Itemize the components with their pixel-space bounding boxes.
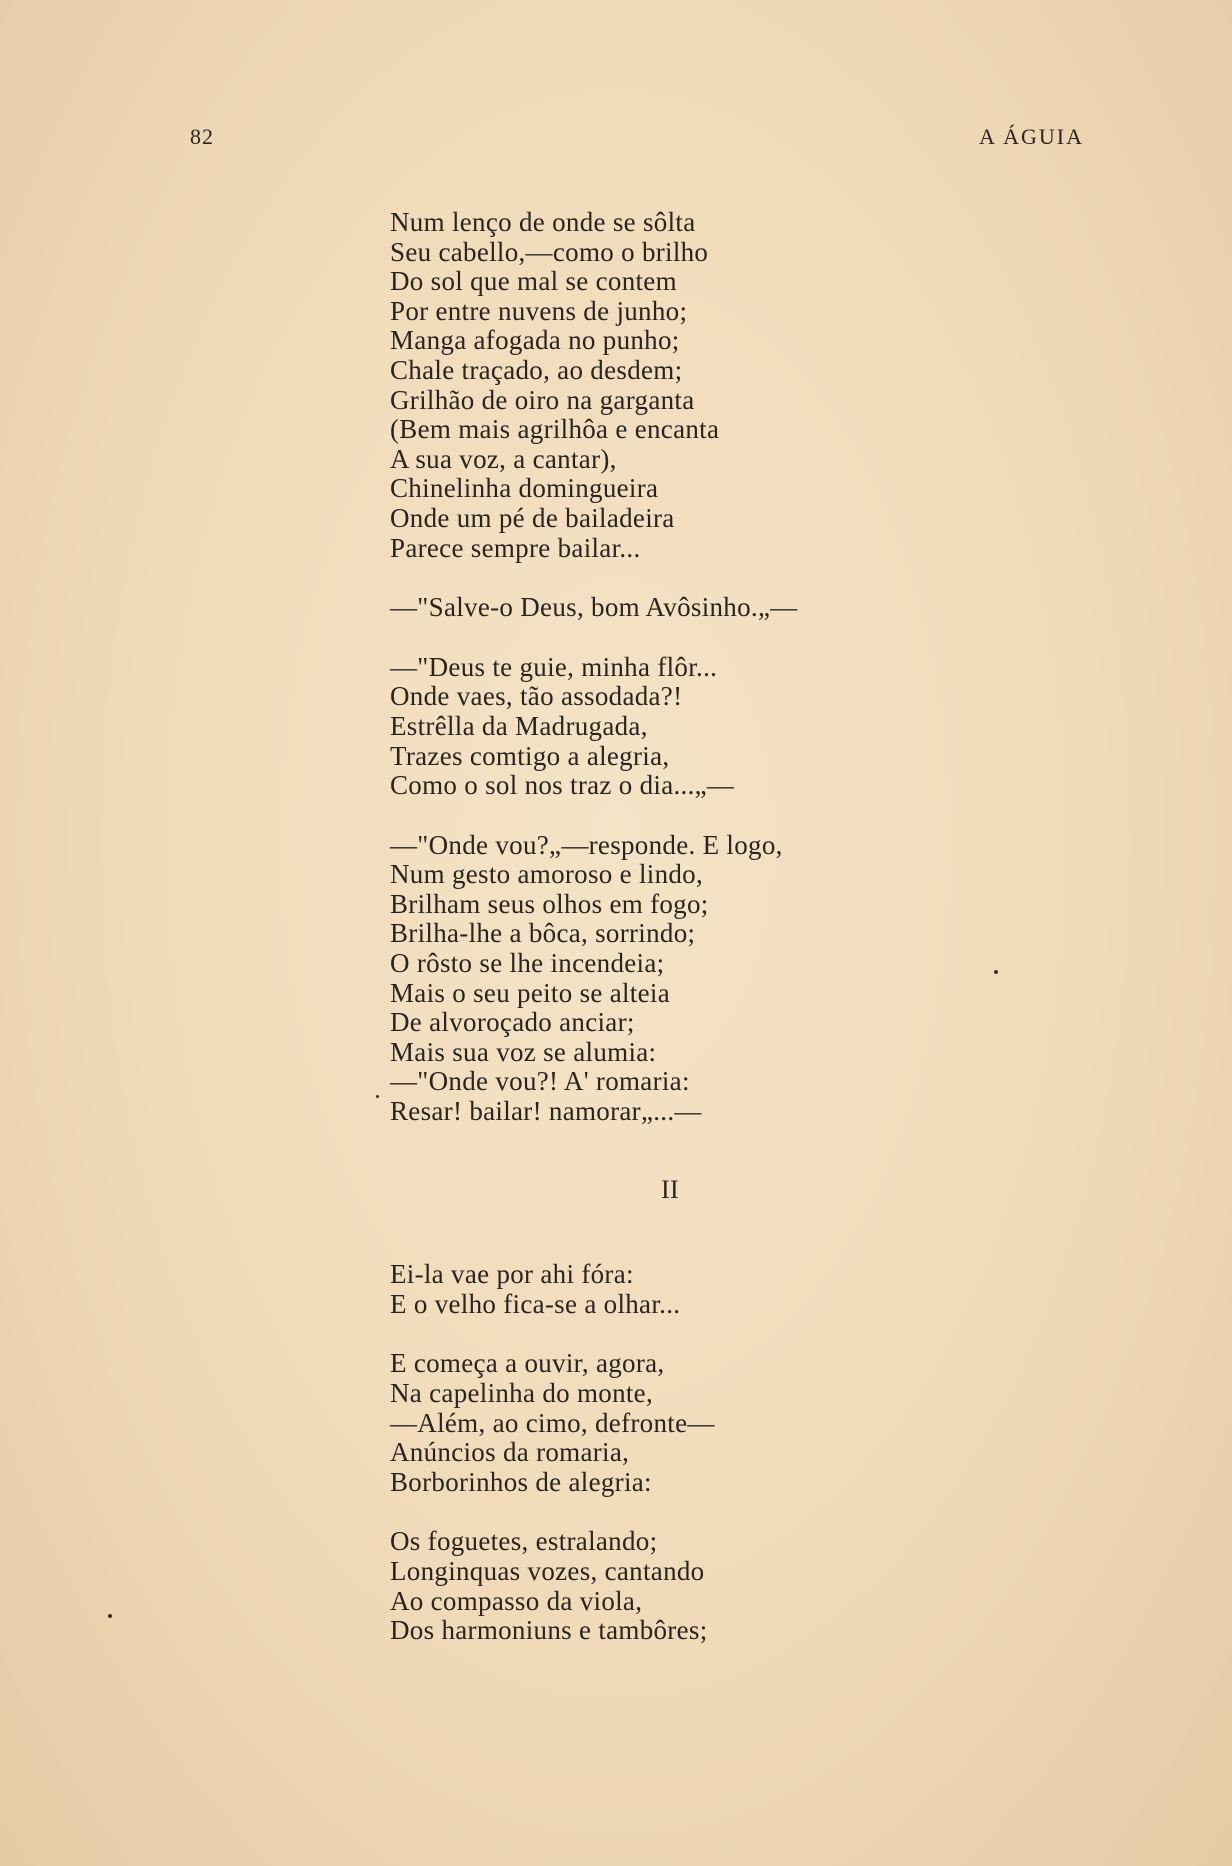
poem-line: Parece sempre bailar... [390,532,641,563]
paper-speck [108,1614,112,1618]
poem-line: Num lenço de onde se sôlta [390,207,696,237]
poem-line: Ao compasso da viola, [390,1585,643,1616]
stanza [390,593,950,623]
stanza [390,208,950,563]
poem-line: —"Onde vou?! A' romaria: [390,1066,690,1097]
paper-speck [376,1095,379,1098]
poem-line: Por entre nuvens de junho; [390,295,688,326]
poem-line: Como o sol nos traz o dia...„— [390,770,735,801]
poem-line: Borborinhos de alegria: [390,1466,652,1497]
poem-line: Onde um pé de bailadeira [390,502,675,533]
stanza [390,1349,950,1497]
poem-line: O rôsto se lhe incendeia; [390,948,665,979]
section-numeral: II [661,1174,679,1204]
poem-line: Estrêlla da Madrugada, [390,710,648,741]
poem-line: A sua voz, a cantar), [390,443,617,474]
page-number: 82 [190,124,214,149]
poem-line: Do sol que mal se contem [390,266,677,297]
paper-speck [994,970,998,974]
stanza [390,831,950,1127]
poem-line: Seu cabello,—como o brilho [390,236,709,267]
poem-line: —"Salve-o Deus, bom Avôsinho.„— [390,592,798,623]
poem-line: Chinelinha domingueira [390,473,659,504]
poem-line: (Bem mais agrilhôa e encanta [390,414,720,445]
poem-line: Resar! bailar! namorar„...— [390,1096,702,1127]
running-head [0,124,1232,154]
poem-line: Chale traçado, ao desdem; [390,354,683,385]
poem-line: Brilha-lhe a bôca, sorrindo; [390,918,696,949]
poem-line: Longinquas vozes, cantando [390,1555,705,1586]
journal-title: A ÁGUIA [978,124,1084,149]
poem-line: Na capelinha do monte, [390,1378,654,1408]
poem-line: Num gesto amoroso e lindo, [390,859,704,890]
poem-line: E o velho fica-se a olhar... [390,1288,681,1319]
stanza [390,653,950,801]
poem-line: Mais o seu peito se alteia [390,977,670,1008]
poem-line: Trazes comtigo a alegria, [390,740,670,771]
poem-line: Dos harmoniuns e tambôres; [390,1615,708,1646]
stanza [390,1260,950,1319]
poem-line: Anúncios da romaria, [390,1437,630,1468]
stanza [390,1527,950,1645]
poem-line: E começa a ouvir, agora, [390,1348,665,1379]
poem-line: —"Onde vou?„—responde. E logo, [390,829,783,860]
poem-line: Ei-la vae por ahi fóra: [390,1259,634,1290]
poem-line: Onde vaes, tão assodada?! [390,681,683,712]
poem-line: —"Deus te guie, minha flôr... [390,651,718,682]
poem-line: De alvoroçado anciar; [390,1007,635,1038]
poem-line: Brilham seus olhos em fogo; [390,888,709,919]
poem-body [390,208,950,1676]
poem-line: Os foguetes, estralando; [390,1526,658,1557]
poem-line: Grilhão de oiro na garganta [390,384,695,415]
poem-line: Mais sua voz se alumia: [390,1036,657,1067]
poem-line: —Além, ao cimo, defronte— [390,1407,715,1438]
poem-line: Manga afogada no punho; [390,325,680,356]
